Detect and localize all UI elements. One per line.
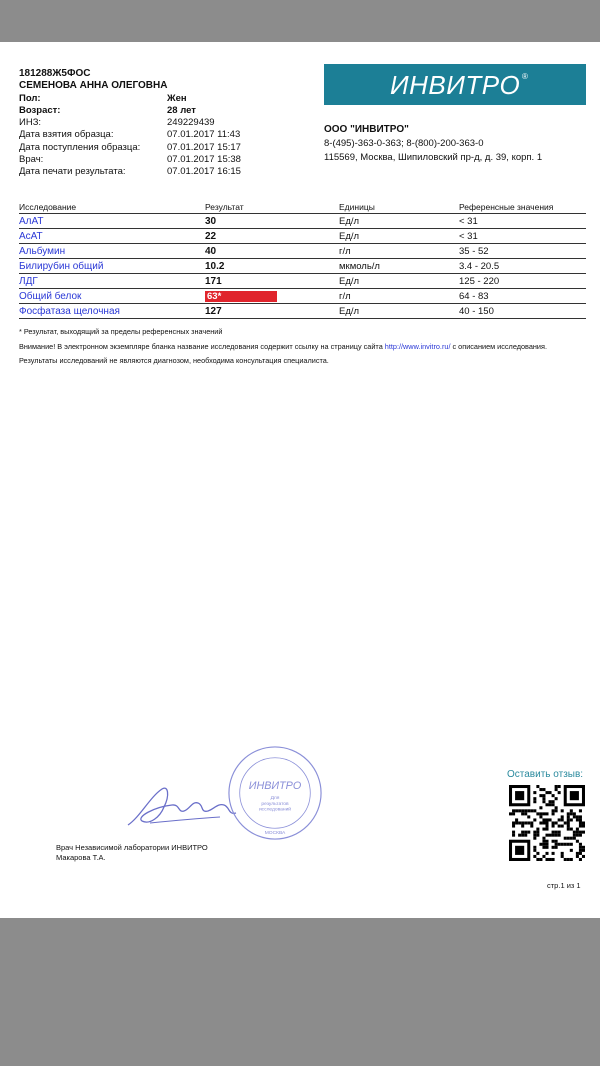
patient-field bbox=[19, 104, 196, 117]
test-link[interactable]: Общий белок bbox=[19, 290, 82, 302]
stamp-title: ИНВИТРО bbox=[248, 780, 302, 793]
cell-test bbox=[19, 274, 205, 289]
logo-text: ИНВИТРО bbox=[390, 70, 521, 100]
cell-units bbox=[339, 244, 459, 259]
result-value: 40 bbox=[205, 245, 217, 257]
invitro-site-link[interactable]: http://www.invitro.ru/ bbox=[384, 341, 451, 351]
reference-value: 40 - 150 bbox=[459, 305, 494, 317]
doctor-block bbox=[56, 843, 208, 863]
org-name: ООО "ИНВИТРО" bbox=[324, 124, 409, 135]
field-label: Пол: bbox=[19, 92, 41, 104]
results-table bbox=[19, 202, 586, 319]
cell-units bbox=[339, 304, 459, 319]
test-link[interactable]: АлАТ bbox=[19, 215, 44, 227]
result-value: 171 bbox=[205, 275, 222, 287]
field-value: 07.01.2017 11:43 bbox=[167, 129, 241, 141]
stamp-sub1: Для bbox=[270, 795, 280, 801]
cell-result bbox=[205, 244, 339, 259]
lab-stamp bbox=[226, 744, 324, 842]
field-value: 07.01.2017 16:15 bbox=[167, 166, 241, 178]
feedback-label[interactable]: Оставить отзыв: bbox=[507, 769, 584, 780]
cell-result bbox=[205, 289, 339, 304]
units-value: г/л bbox=[339, 290, 351, 302]
cell-units bbox=[339, 259, 459, 274]
stamp-city: МОСКВА bbox=[264, 831, 286, 837]
cell-result bbox=[205, 304, 339, 319]
logo-registered-mark: ® bbox=[521, 72, 529, 81]
footnote: * Результат, выходящий за пределы референсных значений bbox=[19, 327, 223, 336]
cell-test bbox=[19, 304, 205, 319]
notes bbox=[19, 327, 579, 371]
test-link[interactable]: Альбумин bbox=[19, 245, 66, 257]
attention-text-end: с описанием исследования. bbox=[450, 341, 547, 351]
cell-test bbox=[19, 214, 205, 229]
cell-result bbox=[205, 259, 339, 274]
field-value: 07.01.2017 15:38 bbox=[167, 154, 241, 166]
table-row bbox=[19, 274, 586, 289]
cell-ref bbox=[459, 259, 586, 274]
units-value: Ед/л bbox=[339, 230, 360, 242]
result-sheet bbox=[0, 42, 600, 918]
disclaimer: Результаты исследований не являются диагнозом, необходима консультация специалиста. bbox=[19, 356, 329, 365]
units-value: Ед/л bbox=[339, 215, 360, 227]
cell-test bbox=[19, 229, 205, 244]
stamp-sub2: результатов bbox=[261, 801, 289, 807]
result-value: 30 bbox=[205, 215, 217, 227]
attention-note bbox=[19, 342, 579, 352]
cell-units bbox=[339, 274, 459, 289]
units-value: Ед/л bbox=[339, 275, 360, 287]
cell-units bbox=[339, 214, 459, 229]
test-link[interactable]: ЛДГ bbox=[19, 275, 38, 287]
col-result: Результат bbox=[205, 202, 339, 214]
cell-ref bbox=[459, 304, 586, 319]
org-phones: 8-(495)-363-0-363; 8-(800)-200-363-0 bbox=[324, 138, 484, 149]
table-row bbox=[19, 304, 586, 319]
field-label: Дата взятия образца: bbox=[19, 129, 114, 141]
patient-field bbox=[19, 154, 241, 166]
test-link[interactable]: АсАТ bbox=[19, 230, 43, 242]
feedback-qr-code[interactable] bbox=[509, 785, 585, 861]
invitro-logo bbox=[324, 64, 586, 105]
reference-value: < 31 bbox=[459, 230, 478, 242]
org-info bbox=[324, 123, 542, 165]
cell-test bbox=[19, 289, 205, 304]
field-label: Дата поступления образца: bbox=[19, 141, 141, 153]
cell-units bbox=[339, 229, 459, 244]
page-number: стр.1 из 1 bbox=[547, 881, 581, 890]
col-test: Исследование bbox=[19, 202, 205, 214]
table-row bbox=[19, 289, 586, 304]
field-label: ИНЗ: bbox=[19, 117, 42, 129]
field-value: 249229439 bbox=[167, 117, 215, 129]
cell-result bbox=[205, 274, 339, 289]
patient-field bbox=[19, 166, 241, 178]
result-value: 22 bbox=[205, 230, 217, 242]
doctor-title: Врач Независимой лаборатории ИНВИТРО bbox=[56, 843, 208, 852]
cell-ref bbox=[459, 214, 586, 229]
units-value: Ед/л bbox=[339, 305, 360, 317]
cell-units bbox=[339, 289, 459, 304]
table-row bbox=[19, 259, 586, 274]
test-link[interactable]: Билирубин общий bbox=[19, 260, 104, 272]
patient-field bbox=[19, 141, 241, 154]
field-label: Врач: bbox=[19, 154, 44, 166]
patient-header bbox=[19, 68, 241, 179]
org-address: 115569, Москва, Шипиловский пр-д, д. 39, корп. 1 bbox=[324, 152, 543, 163]
col-reference: Референсные значения bbox=[459, 202, 586, 214]
reference-value: < 31 bbox=[459, 215, 478, 227]
reference-value: 3.4 - 20.5 bbox=[459, 260, 500, 272]
units-value: мкмоль/л bbox=[339, 260, 380, 272]
patient-field bbox=[19, 117, 215, 129]
field-label: Дата печати результата: bbox=[19, 166, 126, 178]
patient-field bbox=[19, 92, 187, 105]
table-row bbox=[19, 244, 586, 259]
attention-text: Внимание! В электронном экземпляре бланка название исследования содержит ссылку на страницу сайта bbox=[19, 341, 385, 351]
cell-ref bbox=[459, 229, 586, 244]
field-label: Возраст: bbox=[19, 104, 61, 116]
field-value: 07.01.2017 15:17 bbox=[167, 141, 241, 153]
table-row bbox=[19, 229, 586, 244]
patient-field bbox=[19, 129, 241, 141]
table-row bbox=[19, 214, 586, 229]
field-value: 28 лет bbox=[167, 104, 196, 116]
reference-value: 35 - 52 bbox=[459, 245, 489, 257]
results-header-row bbox=[19, 202, 586, 214]
patient-name: СЕМЕНОВА АННА ОЛЕГОВНА bbox=[19, 80, 168, 92]
field-value: Жен bbox=[167, 92, 187, 104]
reference-value: 64 - 83 bbox=[459, 290, 489, 302]
patient-fields bbox=[19, 92, 241, 179]
col-units: Единицы bbox=[339, 202, 459, 214]
cell-test bbox=[19, 244, 205, 259]
cell-ref bbox=[459, 289, 586, 304]
cell-result bbox=[205, 214, 339, 229]
result-value: 63* bbox=[205, 291, 277, 302]
result-value: 127 bbox=[205, 305, 222, 317]
cell-result bbox=[205, 229, 339, 244]
reference-value: 125 - 220 bbox=[459, 275, 500, 287]
result-value: 10.2 bbox=[205, 260, 225, 272]
stamp-sub3: исследований bbox=[258, 807, 292, 813]
doctor-signature bbox=[120, 777, 240, 837]
order-code: 181288Ж5ФОС bbox=[19, 68, 91, 79]
cell-ref bbox=[459, 244, 586, 259]
doctor-name: Макарова Т.А. bbox=[56, 853, 106, 862]
test-link[interactable]: Фосфатаза щелочная bbox=[19, 305, 120, 317]
units-value: г/л bbox=[339, 245, 351, 257]
cell-test bbox=[19, 259, 205, 274]
cell-ref bbox=[459, 274, 586, 289]
